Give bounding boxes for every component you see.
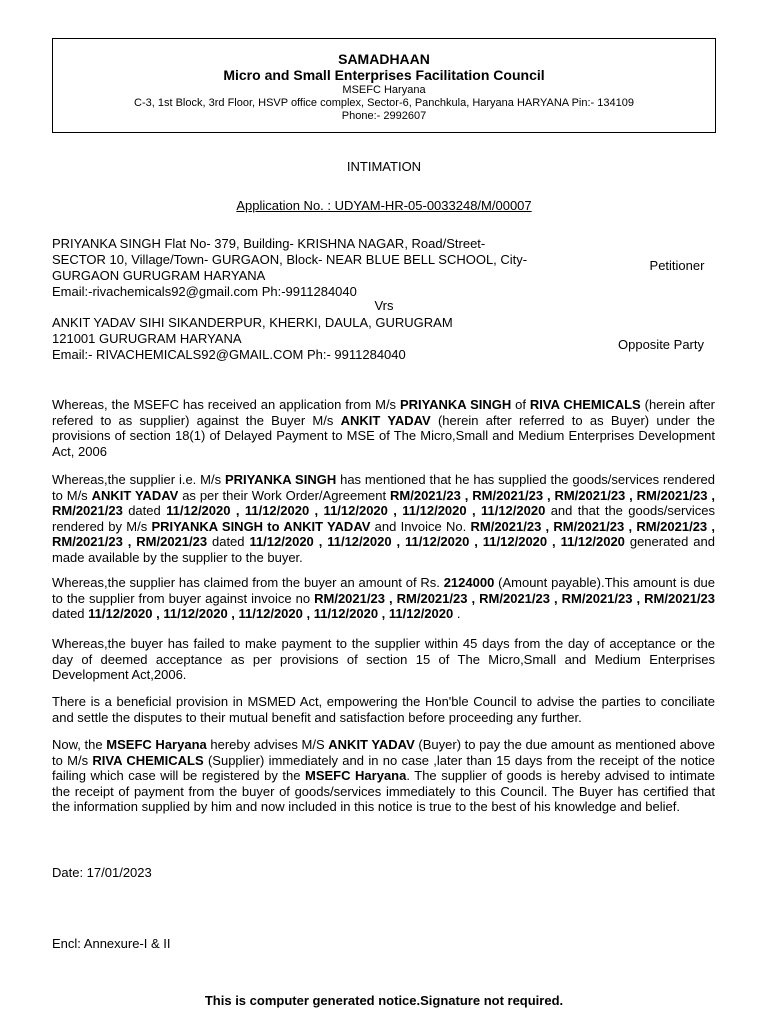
petitioner-line: GURGAON GURUGRAM HARYANA	[52, 268, 266, 283]
paragraph-claim	[52, 575, 715, 622]
text: Whereas,the supplier has claimed from the buyer an amount of Rs.	[52, 575, 444, 590]
council-title: SAMADHAAN	[338, 51, 430, 67]
application-number-text: Application No. : UDYAM-HR-05-0033248/M/00007	[236, 198, 532, 213]
intimation-heading: INTIMATION	[346, 159, 422, 174]
text: dated	[122, 503, 167, 518]
supplier-firm: RIVA CHEMICALS	[92, 752, 204, 768]
text: of	[511, 397, 530, 412]
text: and that the goods/services rendered by M/s	[52, 503, 715, 534]
paragraph-advice	[52, 737, 715, 815]
petitioner-block	[52, 236, 562, 300]
text: . The supplier of goods is hereby advised to intimate the receipt of payment from the buyer of goods/services immediately to this Council. The Buyer has certified that the information supplied by him and now included in this notice is true to the best of his knowledge and belief.	[52, 768, 715, 814]
supplier-firm: RIVA CHEMICALS	[529, 397, 641, 412]
text: has mentioned that he has supplied the goods/services rendered to M/s	[52, 472, 715, 503]
invoice-numbers: RM/2021/23 , RM/2021/23 , RM/2021/23 , RM/2021/23 , RM/2021/23	[314, 590, 715, 606]
buyer-name: ANKIT YADAV	[91, 487, 179, 503]
petitioner-email: Email:-rivachemicals92@gmail.com Ph:-9911284040	[52, 284, 357, 299]
opposite-party-line: 121001 GURUGRAM HARYANA	[52, 331, 242, 346]
text: Whereas, the MSEFC has received an application from M/s	[52, 397, 400, 412]
council-address: C-3, 1st Block, 3rd Floor, HSVP office complex, Sector-6, Panchkula, Haryana HARYANA Pin:- 134109	[134, 97, 634, 109]
council-org: MSEFC Haryana	[342, 84, 426, 96]
buyer-name: ANKIT YADAV	[328, 737, 415, 752]
text: and Invoice No.	[370, 518, 471, 534]
text: (Amount payable).This amount is due to the supplier from buyer against invoice no	[52, 575, 716, 606]
petitioner-line: PRIYANKA SINGH Flat No- 379, Building- KRISHNA NAGAR, Road/Street-	[52, 236, 486, 251]
supplier-name: PRIYANKA SINGH	[224, 472, 337, 487]
petitioner-label: Petitioner	[649, 258, 705, 273]
council-name: MSEFC Haryana	[305, 768, 407, 783]
supplier-name: PRIYANKA SINGH	[399, 397, 512, 412]
opposite-party-email: Email:- RIVACHEMICALS92@GMAIL.COM Ph:- 9911284040	[52, 347, 406, 362]
text: hereby advises M/S	[206, 737, 329, 752]
invoice-dates: 11/12/2020 , 11/12/2020 , 11/12/2020 , 11/12/2020 , 11/12/2020	[88, 606, 454, 621]
paragraph-supply	[52, 472, 715, 565]
work-order-numbers: RM/2021/23 , RM/2021/23 , RM/2021/23 , RM/2021/23 , RM/2021/23	[52, 487, 715, 518]
parties: PRIYANKA SINGH to ANKIT YADAV	[151, 518, 371, 534]
council-name: MSEFC Haryana	[106, 737, 207, 752]
enclosures: Encl: Annexure-I & II	[52, 936, 171, 951]
text: (Buyer) to pay the due amount as mentioned above to M/s	[52, 737, 715, 768]
text: Whereas,the supplier i.e. M/s	[52, 472, 225, 487]
text: (herein after refered to as supplier) against the Buyer M/s	[52, 397, 715, 428]
text: generated and made available by the supplier to the buyer.	[52, 534, 715, 565]
versus-label: Vrs	[374, 298, 394, 313]
council-subtitle: Micro and Small Enterprises Facilitation Council	[223, 67, 545, 83]
opposite-party-block	[52, 315, 562, 363]
council-phone: Phone:- 2992607	[341, 110, 427, 122]
text: dated	[52, 606, 89, 621]
paragraph-provision: There is a beneficial provision in MSMED Act, empowering the Hon'ble Council to advise the parties to conciliate and settle the disputes to their mutual benefit and satisfaction before proceeding any further.	[52, 694, 715, 725]
paragraph-application	[52, 397, 715, 459]
buyer-name: ANKIT YADAV	[340, 412, 431, 428]
application-number	[0, 198, 768, 214]
text: as per their Work Order/Agreement	[178, 487, 391, 503]
work-order-dates: 11/12/2020 , 11/12/2020 , 11/12/2020 , 11/12/2020 , 11/12/2020	[166, 503, 546, 518]
text: (Supplier) immediately and in no case ,later than 15 days from the receipt of the notice failing which case will be registered by the	[52, 752, 715, 783]
invoice-numbers: RM/2021/23 , RM/2021/23 , RM/2021/23 , RM/2021/23 , RM/2021/23	[52, 518, 716, 549]
paragraph-failure: Whereas,the buyer has failed to make payment to the supplier within 45 days from the day of acceptance or the day of deemed acceptance as per provisions of section 15 of The Micro,Small and Medium Enterprises Development Act,2006.	[52, 636, 715, 682]
notice-date: Date: 17/01/2023	[52, 865, 152, 880]
text: dated	[207, 534, 250, 549]
petitioner-line: SECTOR 10, Village/Town- GURGAON, Block- NEAR BLUE BELL SCHOOL, City-	[52, 252, 528, 267]
invoice-dates: 11/12/2020 , 11/12/2020 , 11/12/2020 , 11/12/2020 , 11/12/2020	[249, 534, 625, 549]
amount: 2124000	[443, 575, 495, 590]
opposite-party-line: ANKIT YADAV SIHI SIKANDERPUR, KHERKI, DAULA, GURUGRAM	[52, 315, 453, 330]
footer-note: This is computer generated notice.Signature not required.	[204, 993, 564, 1008]
opposite-party-label: Opposite Party	[618, 337, 704, 352]
text: .	[453, 606, 461, 621]
header-box	[52, 38, 716, 133]
text: (herein after referred to as Buyer) under the provisions of section 18(1) of Delayed Payment to MSE of The Micro,Small and Medium Enterprises Development Act, 2006	[52, 412, 715, 459]
text: Now, the	[52, 737, 107, 752]
